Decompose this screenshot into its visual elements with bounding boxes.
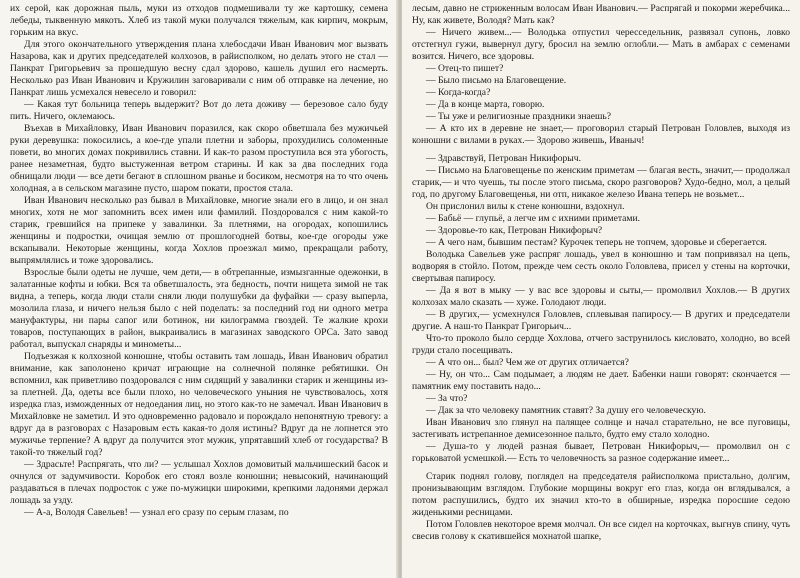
paragraph: — Когда-когда?	[426, 87, 491, 98]
paragraph: Подъезжая к колхозной конюшне, чтобы оставить там лошадь, Иван Иванович обратил внимание, как заполонено кричат играющие на солнечной полянке ребятишки. Он вспомнил, как приветливо поздоровался с ним сидящий у завалинки старик и женщины из-за плетней. Да, одеты все были плохо, но человеческого уныния не чувствовалось, хотя изредка глаз, изможденных от недоедания лиц, но этого как-то не замечал. Иван Иванович в Михайловке не заметил. И это одновременно радовало и порождало непонятную тревогу: а вдруг да в разговорах с Назаровым есть какая-то доля истины? Вдруг да не лопнется это мужичье терпение? А вдруг да получится этот мужик, упрятавший хлеб от государства? В такой-то тяжелый год?	[10, 351, 388, 458]
paragraph: — Бабьё — глупьё, а легче им с ихними приметами.	[426, 213, 641, 224]
paragraph: — За что?	[426, 393, 468, 404]
paragraph: — А-а, Володя Савельев! — узнал его сразу по серым глазам, по	[24, 507, 289, 518]
paragraph: Володька Савельев уже распряг лошадь, увел в конюшню и там попривязал на цепь, водворяя в стойло. Потом, прежде чем сесть около Головлева, присел у стены на корточки, свертывая папиросу.	[412, 249, 790, 284]
paragraph: — В других,— усмехнулся Головлев, сплевывая папиросу.— В других и председатели другие. А наш-то Панкрат Григорьич...	[412, 309, 790, 332]
paragraph: — А что он... был? Чем же от других отличается?	[426, 357, 629, 368]
paragraph: — Здоровье-то как, Петрован Никифорыч?	[426, 225, 603, 236]
left-page	[0, 0, 398, 578]
paragraph: Старик поднял голову, поглядел на председателя райисполкома пристально, долгим, пронизывающим взглядом. Глубокие морщины вокруг его глаз, когда он вглядывался, а потом распушились, будто их значил кто-то в обширные, изредка поросшие седою жиденькими ресницами.	[412, 471, 790, 518]
paragraph: — Да я вот в мыку — у вас все здоровы и сыты,— промолвил Хохлов.— В других колхозах мало сказать — хуже. Голодают люди.	[412, 285, 790, 308]
paragraph: Потом Головлев некоторое время молчал. Он все сидел на корточках, выгнув спину, чуть свесив голову к скатившейся мохнатой шапке,	[412, 519, 790, 542]
paragraph: — А кто их в деревне не знает,— проговорил старый Петрован Головлев, выходя из конюшни с вилами в руках.— Здорово живешь, Иваныч!	[412, 123, 790, 146]
paragraph: их серой, как дорожная пыль, муки из отходов подмешивали ту же картошку, семена лебеды, тыквенную мякоть. Хлеб из такой муки получался тяжелым, как кирпич, мокрым, горьким на вкус.	[10, 3, 388, 38]
paragraph: — Какая тут больница теперь выдержит? Вот до лета доживу — березовое сало буду пить. Ничего, оклемаюсь.	[10, 99, 388, 122]
paragraph: Въехав в Михайловку, Иван Иванович поразился, как скоро обветшала без мужичьей руки деревушка: покосились, а кое-где упали плетни и заборы, прохудились соломенные повети, во многих домах покривились ставни. И как-то разом проступила вся эта убогость, ранее незаметная, будто выстуженная ветром старины. И как за два последних года обнищали люди — все дети бегают в сплошном рванье и босиком, несмотря на то что очень холодная, а в сельском магазине пусто, шаром покати, простоя стала.	[10, 123, 388, 194]
paragraph: — Ну, он что... Сам подымает, а людям не дает. Бабенки наши говорят: скончается — памятник ему поставить надо...	[412, 369, 790, 392]
paragraph: Он прислонил вилы к стене конюшни, вздохнул.	[426, 201, 625, 212]
paragraph: — Ничего живем...— Володька отпустил чересседельник, развязал супонь, ловко отстегнул гужи, вывернул дугу, бросил на землю оглобли.— Мать в амбарах с семенами возится. Ничего, все здоровы.	[412, 27, 790, 62]
paragraph: — Было письмо на Благовещение.	[426, 75, 567, 86]
paragraph: лесым, давно не стриженным волосам Иван Иванович.— Распрягай и покорми жеребчика... Ну, как живете, Володя? Мать как?	[412, 3, 790, 26]
paragraph: Взрослые были одеты не лучше, чем дети,— в обтрепанные, измызганные одежонки, в залатанные кофты и юбки. Вся та обветшалость, эта бедность, почти нищета зимой не так видна, а теперь, когда люди стали сняли люди полушубки да фуфайки — сразу выперла, мозолила глаза, и ничего нельзя было с ней поделать: за последний год ни одного метра мануфактуры, ни пары сапог или ботинок, ни килограмма гвоздей. Те жалкие крохи товаров, поступающих в район, выкраивались в магазинах заводского ОРСа. Зато завод работал, выпускал снаряды и минометы...	[10, 267, 388, 350]
paragraph: — Душа-то у людей разная бывает, Петрован Никифорыч,— промолвил он с горьковатой усмешкой.— Есть то человечность за разное содержание имеет...	[412, 441, 790, 464]
paragraph: — Ты уже и религиозные праздники знаешь?	[426, 111, 612, 122]
paragraph: Иван Иванович зло глянул на палящее солнце и начал старательно, не все пуговицы, застегивать истрепанное демисезонное пальто, будто ему стало холодно.	[412, 417, 790, 440]
paragraph: — Отец-то пишет?	[426, 63, 504, 74]
paragraph: — Да в конце марта, говорю.	[426, 99, 545, 110]
right-page	[402, 0, 800, 578]
paragraph: — Здравствуй, Петрован Никифорыч.	[426, 153, 581, 164]
paragraph: Что-то проколо было сердце Хохлова, отчего заструнилось кисловато, холодно, во всей груди стало посещивать.	[412, 333, 790, 356]
paragraph: — Здрасьте! Распрягать, что ли? — услышал Хохлов домовитый мальчишеский басок и очнулся от задумчивости. Коробок его стоял возле конюшни; невысокий, начинающий раздаваться в плечах подросток с уже по-мужицки широкими, крепкими ладонями держал лошадь за узду.	[10, 459, 388, 506]
paragraph: — Письмо на Благовещенье по женским приметам — благая весть, значит,— продолжал старик,— и что чуешь, ты после этого письма, скоро разговоров? Худо-бедно, мол, а целый год, по другому Благовещенья, ни отп, никакое железо Ивана теперь не возьмет...	[412, 165, 790, 200]
paragraph: — Дак за что человеку памятник ставят? За душу его человеческую.	[426, 405, 706, 416]
paragraph: — А чего нам, бывшим пестам? Курочек теперь не топчем, здоровье и сберегается.	[426, 237, 767, 248]
paragraph: Иван Иванович несколько раз бывал в Михайловке, многие знали его в лицо, и он знал многих, хотя не мог запомнить всех имен или фамилий. Поздоровался с ним какой-то старик, гревшийся на припеке у завалинки. За плетнями, на огородах, копошились женщины и подростки, очищая землю от прошлогодней ботвы, кое-где огороды уже вскапывали. Некоторые женщины, когда Хохлов проезжал мимо, прекращали работу, выпрямлялись и тоже здоровались.	[10, 195, 388, 266]
paragraph: Для этого окончательного утверждения плана хлебосдачи Иван Иванович мог вызвать Назарова, как и других председателей колхозов, в райисполком, но делать этого не стал — Панкрат Григорьевич за прошедшую весну сдал здорово, кашель душил его насмерть. Несколько раз Иван Иванович и Кружилин заговаривали с ним об отправке на лечение, но Панкрат лишь усмехался невесело и говорил:	[10, 39, 388, 98]
